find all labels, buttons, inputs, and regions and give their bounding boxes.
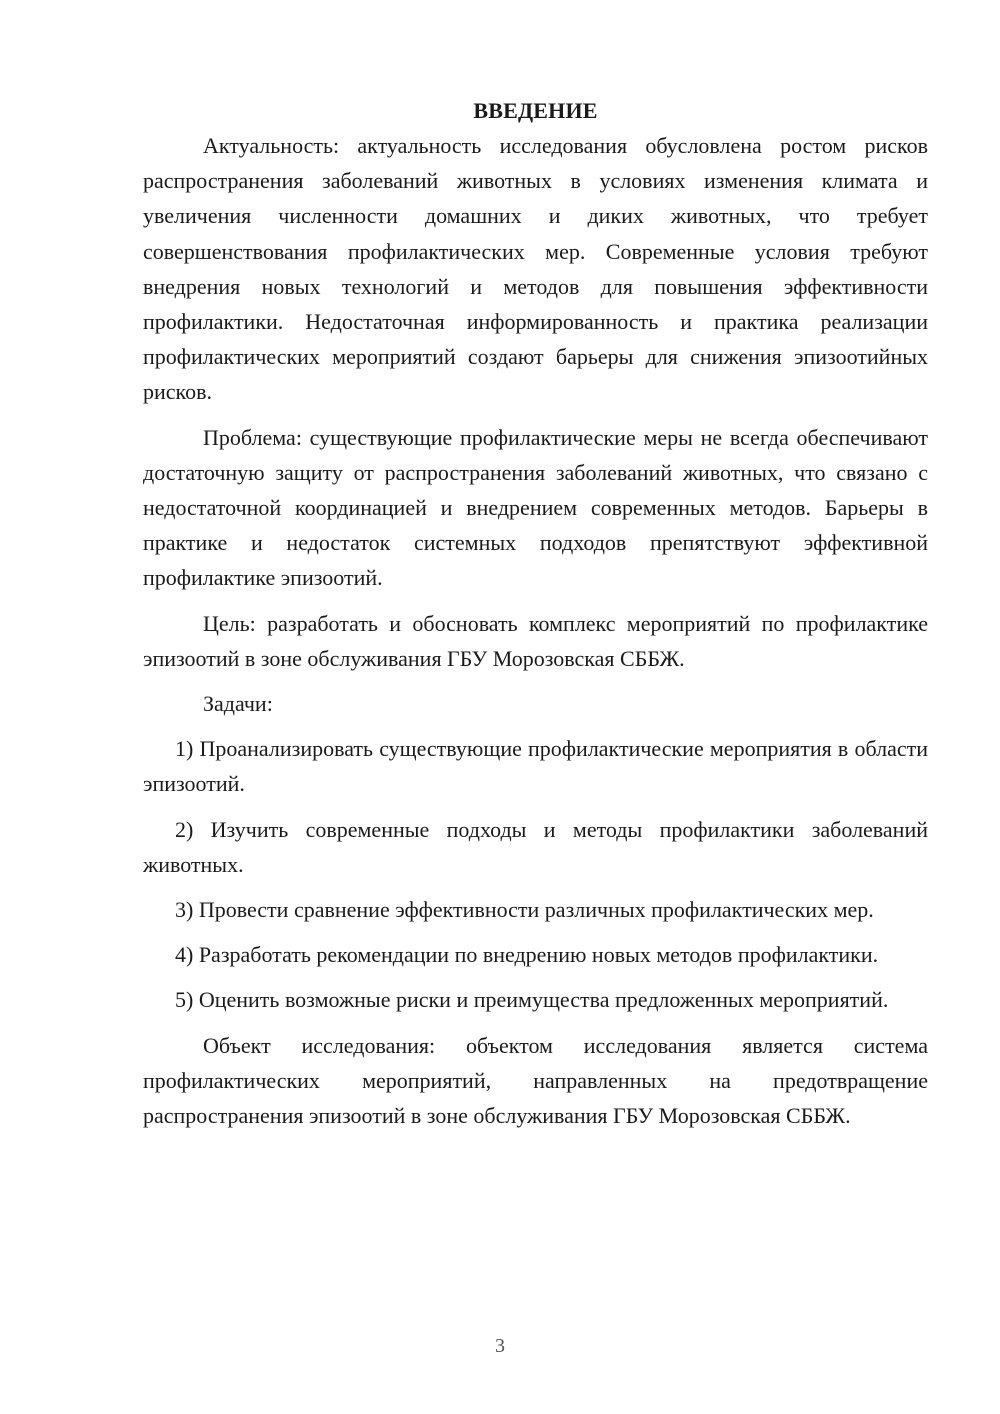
tasks-label: Задачи: [203, 691, 273, 717]
section-heading: ВВЕДЕНИЕ [473, 98, 598, 123]
task-item-5: 5) Оценить возможные риски и преимущества предложенных мероприятий. [175, 987, 889, 1013]
document-page [143, 93, 928, 1133]
task-item-2: 2) Изучить современные подходы и методы профилактики заболеваний животных. [143, 816, 928, 877]
goal-paragraph: Цель: разработать и обосновать комплекс мероприятий по профилактике эпизоотий в зоне обслуживания ГБУ Морозовская СББЖ. [143, 610, 928, 671]
object-paragraph: Объект исследования: объектом исследования является система профилактических мероприятий, направленных на предотвращение распространения эпизоотий в зоне обслуживания ГБУ Морозовская СББЖ. [143, 1032, 928, 1129]
task-item-1: 1) Проанализировать существующие профилактические мероприятия в области эпизоотий. [143, 736, 928, 797]
problem-paragraph: Проблема: существующие профилактические меры не всегда обеспечивают достаточную защиту от распространения заболеваний животных, что связано с недостаточной координацией и внедрением современных методов. Барьеры в практике и недостаток системных подходов препятствуют эффективной профилактике эпизоотий. [143, 424, 928, 591]
relevance-paragraph: Актуальность: актуальность исследования обусловлена ростом рисков распространения заболеваний животных в условиях изменения климата и увеличения численности домашних и диких животных, что требует совершенствования профилактических мер. Современные условия требуют внедрения новых технологий и методов для повышения эффективности профилактики. Недостаточная информированность и практика реализации профилактических мероприятий создают барьеры для снижения эпизоотийных рисков. [143, 133, 928, 405]
task-item-4: 4) Разработать рекомендации по внедрению новых методов профилактики. [175, 942, 879, 968]
task-item-3: 3) Провести сравнение эффективности различных профилактических мер. [175, 897, 874, 923]
page-number: 3 [495, 1335, 505, 1357]
